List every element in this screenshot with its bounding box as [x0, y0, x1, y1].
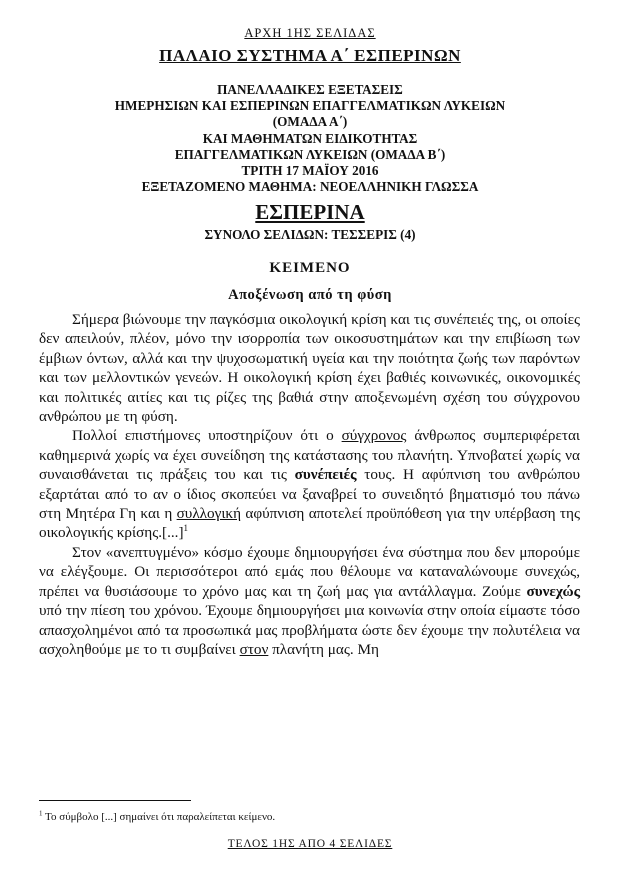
- underlined-word: στον: [239, 640, 269, 658]
- exam-line: ΕΠΑΓΓΕΛΜΑΤΙΚΩΝ ΛΥΚΕΙΩΝ (ΟΜΑΔΑ Β΄): [174, 146, 446, 162]
- footnote: [39, 811, 599, 823]
- text-heading: ΚΕΙΜΕΝΟ: [269, 260, 351, 276]
- bold-word: συνεχώς: [526, 582, 580, 600]
- page-end-label: ΤΕΛΟΣ 1ΗΣ ΑΠΟ 4 ΣΕΛΙΔΕΣ: [227, 838, 393, 850]
- paragraph-2: Πολλοί επιστήμονες υποστηρίζουν ότι ο σύγχρονος άνθρωπος συμπεριφέρεται καθημερινά χωρίς να έχει συνείδηση της κατάστασης του πλανήτη. Υπνοβατεί χωρίς να συναισθάνεται τις πράξεις του και τις συνέπειές τους. Η αφύπνιση του ανθρώπου εξαρτάται από το αν ο ίδιος σκοπεύει να ξαναβρεί το συνειδητό βηματισμό του πάνω στη Μητέρα Γη και η συλλογική αφύπνιση αποτελεί προϋπόθεση για την υπέρβαση της οικολογικής κρίσης.[...]$^1$: [39, 427, 580, 542]
- paragraph-1: Σήμερα βιώνουμε την παγκόσμια οικολογική κρίση και τις συνέπειές της, οι οποίες δεν απειλούν, πλέον, μόνο την ισορροπία των οικοσυστημάτων και την επιβίωση των έμβιων όντων, αλλά και την ψυχοσωματική υγεία και την ποιότητα ζωής των παρόντων και των μελλοντικών γενεών. Η οικολογική κρίση έχει βαθιές κοινωνικές, οικονομικές και πολιτικές αιτίες και τις ρίζες της βαθιά στην αποξενωμένη σχέση του σύγχρονου ανθρώπου με τη φύση.: [39, 311, 580, 426]
- system-title: ΠΑΛΑΙΟ ΣΥΣΤΗΜΑ Α΄ ΕΣΠΕΡΙΝΩΝ: [159, 46, 461, 65]
- underlined-word: συλλογική: [176, 505, 242, 523]
- paragraph-3: Στον «ανεπτυγμένο» κόσμο έχουμε δημιουργήσει ένα σύστημα που δεν μπορούμε να ελέγξουμε. Οι περισσότεροι από εμάς που θέλουμε να καταναλώνουμε συνεχώς, πρέπει να θυσιάσουμε το χρόνο μας και τη ζωή μας για αντάλλαγμα. Ζούμε συνεχώς υπό την πίεση του χρόνου. Έχουμε δημιουργήσει μια κοινωνία στην οποία είμαστε τόσο απασχολημένοι από τα προσωπικά μας προβλήματα ώστε δεν έχουμε την πολυτέλεια να ασχοληθούμε με το τι συμβαίνει στον πλανήτη μας. Μη: [39, 543, 580, 658]
- exam-line: (ΟΜΑΔΑ Α΄): [272, 114, 348, 130]
- page-start-label: ΑΡΧΗ 1ΗΣ ΣΕΛΙΔΑΣ: [244, 26, 376, 40]
- footnote-text: Το σύμβολο [...] σημαίνει ότι παραλείπεται κείμενο.: [42, 811, 276, 823]
- article-body: [39, 310, 580, 659]
- footnote-ref: 1: [183, 523, 189, 534]
- pages-count: ΣΥΝΟΛΟ ΣΕΛΙΔΩΝ: ΤΕΣΣΕΡΙΣ (4): [204, 227, 416, 242]
- evening-title: ΕΣΠΕΡΙΝΑ: [255, 200, 365, 224]
- footnote-number: 1: [39, 809, 43, 818]
- exam-line: ΠΑΝΕΛΛΑΔΙΚΕΣ ΕΞΕΤΑΣΕΙΣ: [217, 82, 403, 97]
- exam-line: ΗΜΕΡΗΣΙΩΝ ΚΑΙ ΕΣΠΕΡΙΝΩΝ ΕΠΑΓΓΕΛΜΑΤΙΚΩΝ ΛΥΚΕΙΩΝ: [114, 98, 506, 114]
- exam-line: ΤΡΙΤΗ 17 ΜΑΪΟΥ 2016: [241, 163, 379, 179]
- article-title: Αποξένωση από τη φύση: [228, 287, 392, 303]
- underlined-word: σύγχρονος: [341, 427, 407, 445]
- bold-word: συνέπειές: [294, 466, 357, 484]
- footnote-divider: [39, 800, 191, 801]
- exam-line: ΕΞΕΤΑΖΟΜΕΝΟ ΜΑΘΗΜΑ: ΝΕΟΕΛΛΗΝΙΚΗ ΓΛΩΣΣΑ: [141, 179, 479, 195]
- exam-line: ΚΑΙ ΜΑΘΗΜΑΤΩΝ ΕΙΔΙΚΟΤΗΤΑΣ: [202, 130, 418, 146]
- exam-heading: [0, 82, 620, 195]
